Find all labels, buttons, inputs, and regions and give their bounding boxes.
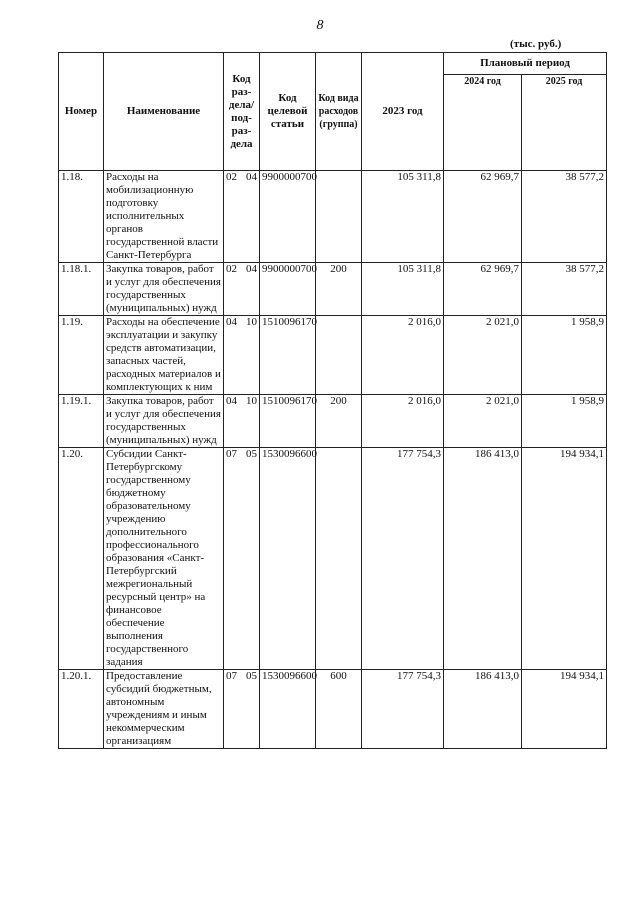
header-section-code: Код раз-дела/ под-раз-дела xyxy=(224,53,260,171)
subsection-code: 10 xyxy=(246,395,257,407)
row-expense-type xyxy=(316,171,362,263)
section-code: 07 xyxy=(226,448,237,460)
header-2024: 2024 год xyxy=(444,75,522,171)
row-number: 1.19. xyxy=(59,316,104,395)
table-row xyxy=(59,171,607,263)
header-2025: 2025 год xyxy=(522,75,607,171)
row-2023-value: 105 311,8 xyxy=(362,171,444,263)
row-target-code: 1510096170 xyxy=(260,316,316,395)
row-2023-value: 105 311,8 xyxy=(362,263,444,316)
page-number: 8 xyxy=(316,18,324,33)
table-row xyxy=(59,670,607,749)
budget-table xyxy=(58,52,607,749)
row-section-code xyxy=(224,395,260,448)
table-row xyxy=(59,395,607,448)
row-name: Расходы на мобилизационную подготовку исполнительных органов государственной власти Санкт-Петербурга xyxy=(104,171,224,263)
subsection-code: 05 xyxy=(246,448,257,460)
row-2025-value: 38 577,2 xyxy=(522,171,607,263)
row-2024-value: 186 413,0 xyxy=(444,670,522,749)
table-row xyxy=(59,263,607,316)
row-target-code: 9900000700 xyxy=(260,263,316,316)
subsection-code: 04 xyxy=(246,171,257,183)
row-number: 1.20.1. xyxy=(59,670,104,749)
row-2024-value: 2 021,0 xyxy=(444,395,522,448)
row-2024-value: 62 969,7 xyxy=(444,171,522,263)
row-2025-value: 1 958,9 xyxy=(522,395,607,448)
row-2023-value: 177 754,3 xyxy=(362,670,444,749)
row-2023-value: 2 016,0 xyxy=(362,316,444,395)
row-name: Расходы на обеспечение эксплуатации и закупку средств автоматизации, запасных частей, расходных материалов и комплектующих к ним xyxy=(104,316,224,395)
row-name: Закупка товаров, работ и услуг для обеспечения государственных (муниципальных) нужд xyxy=(104,263,224,316)
row-section-code xyxy=(224,263,260,316)
header-2023: 2023 год xyxy=(362,53,444,171)
header-name: Наименование xyxy=(104,53,224,171)
header-planned-period: Плановый период xyxy=(444,53,607,75)
header-target-code: Код целевой статьи xyxy=(260,53,316,171)
row-expense-type xyxy=(316,316,362,395)
row-expense-type xyxy=(316,448,362,670)
row-section-code xyxy=(224,448,260,670)
row-section-code xyxy=(224,171,260,263)
row-section-code xyxy=(224,670,260,749)
header-expense-type-code: Код вида расходов (группа) xyxy=(316,53,362,171)
header-number: Номер xyxy=(59,53,104,171)
row-2025-value: 194 934,1 xyxy=(522,670,607,749)
row-expense-type: 200 xyxy=(316,263,362,316)
units-label: (тыс. руб.) xyxy=(510,38,562,50)
section-code: 04 xyxy=(226,316,237,328)
table-row xyxy=(59,448,607,670)
subsection-code: 04 xyxy=(246,263,257,275)
section-code: 02 xyxy=(226,263,237,275)
row-target-code: 1510096170 xyxy=(260,395,316,448)
row-number: 1.18.1. xyxy=(59,263,104,316)
row-2025-value: 194 934,1 xyxy=(522,448,607,670)
row-name: Закупка товаров, работ и услуг для обеспечения государственных (муниципальных) нужд xyxy=(104,395,224,448)
row-number: 1.19.1. xyxy=(59,395,104,448)
row-target-code: 1530096600 xyxy=(260,448,316,670)
row-target-code: 9900000700 xyxy=(260,171,316,263)
row-2025-value: 1 958,9 xyxy=(522,316,607,395)
row-2023-value: 2 016,0 xyxy=(362,395,444,448)
row-expense-type: 600 xyxy=(316,670,362,749)
row-section-code xyxy=(224,316,260,395)
row-2024-value: 62 969,7 xyxy=(444,263,522,316)
row-number: 1.20. xyxy=(59,448,104,670)
section-code: 04 xyxy=(226,395,237,407)
row-2024-value: 186 413,0 xyxy=(444,448,522,670)
row-name: Предоставление субсидий бюджетным, автономным учреждениям и иным некоммерческим организациям xyxy=(104,670,224,749)
row-2024-value: 2 021,0 xyxy=(444,316,522,395)
section-code: 02 xyxy=(226,171,237,183)
section-code: 07 xyxy=(226,670,237,682)
row-number: 1.18. xyxy=(59,171,104,263)
row-name: Субсидии Санкт-Петербургскому государственному бюджетному образовательному учреждению дополнительного профессионального образования «Санкт-Петербургский межрегиональный ресурсный центр» на финансовое обеспечение выполнения государственного задания xyxy=(104,448,224,670)
table-row xyxy=(59,316,607,395)
row-2025-value: 38 577,2 xyxy=(522,263,607,316)
row-expense-type: 200 xyxy=(316,395,362,448)
subsection-code: 05 xyxy=(246,670,257,682)
row-target-code: 1530096600 xyxy=(260,670,316,749)
row-2023-value: 177 754,3 xyxy=(362,448,444,670)
subsection-code: 10 xyxy=(246,316,257,328)
